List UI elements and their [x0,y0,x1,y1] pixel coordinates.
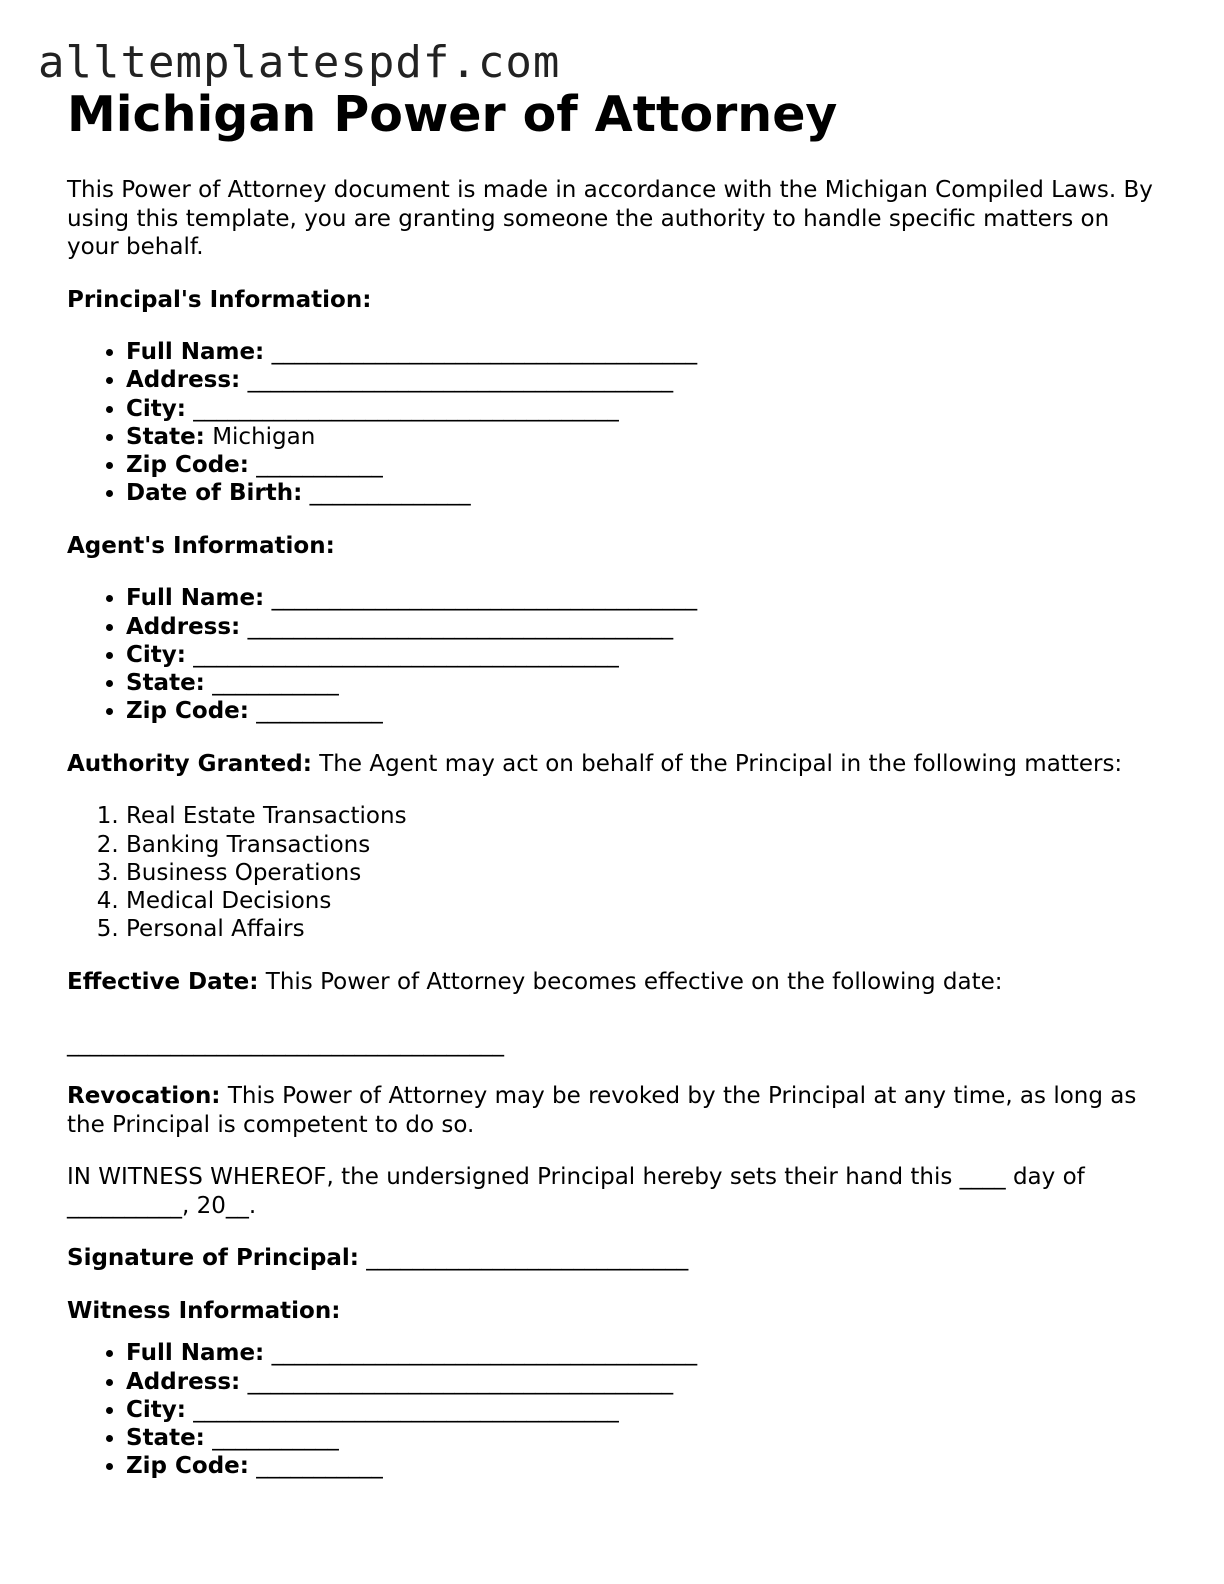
effective-date-blank[interactable]: ______________________________________ [67,1031,504,1058]
signature-blank[interactable]: ____________________________ [366,1245,689,1272]
authority-list [67,802,1167,943]
state-blank[interactable]: ___________ [212,1425,339,1452]
agent-city [126,641,1167,669]
field-label: Address: [126,1368,241,1395]
intro-paragraph: This Power of Attorney document is made in accordance with the Michigan Compiled Laws. By using this template, you are granting someone the authority to handle specific matters on your behalf. [67,177,1153,260]
agent-heading: Agent's Information: [67,532,335,559]
field-label: City: [126,641,186,668]
authority-item: 2. Banking Transactions [126,831,1167,859]
principal-city [126,395,1167,423]
city-blank[interactable]: _____________________________________ [193,641,619,668]
agent-full-name [126,584,1167,612]
authority-item: 3. Business Operations [126,859,1167,887]
address-blank[interactable]: _____________________________________ [247,1368,674,1395]
state-value: Michigan [212,423,316,450]
field-label: City: [126,395,186,422]
authority-item: 5. Personal Affairs [126,915,1167,943]
field-label: Full Name: [126,339,265,365]
full-name-blank[interactable]: _____________________________________ [271,585,698,612]
state-blank[interactable]: ___________ [212,670,339,697]
agent-zip [126,697,1167,725]
principal-zip [126,451,1167,479]
field-label: Zip Code: [126,452,249,479]
agent-state [126,669,1167,697]
field-label: Zip Code: [126,1453,249,1480]
principal-fields [67,338,1167,508]
principal-state [126,423,1167,451]
witness-address [126,1368,1167,1396]
signature-label: Signature of Principal: [67,1245,359,1272]
field-label: State: [126,670,205,697]
field-label: Zip Code: [126,698,249,725]
authority-item: 4. Medical Decisions [126,887,1167,915]
document-title: Michigan Power of Attorney [67,86,838,143]
field-label: Date of Birth: [126,480,303,507]
city-blank[interactable]: _____________________________________ [193,1396,619,1423]
principal-heading: Principal's Information: [67,286,372,313]
witness-fields [67,1339,1167,1480]
field-label: Full Name: [126,585,265,612]
effective-date-label: Effective Date: [67,968,259,995]
zip-blank[interactable]: ___________ [256,452,383,479]
zip-blank[interactable]: ___________ [256,698,383,725]
document-page [67,86,1167,1481]
witness-zip [126,1452,1167,1480]
city-blank[interactable]: _____________________________________ [193,395,619,422]
revocation-label: Revocation: [67,1083,221,1110]
field-label: State: [126,423,205,450]
effective-date-text: This Power of Attorney becomes effective on the following date: [265,968,1003,995]
authority-item: 1. Real Estate Transactions [126,802,1167,830]
effective-date-paragraph [67,968,1167,997]
agent-fields [67,584,1167,725]
signature-line [67,1244,1167,1273]
authority-label: Authority Granted: [67,750,312,777]
authority-text: The Agent may act on behalf of the Principal in the following matters: [319,750,1123,777]
field-label: Address: [126,367,241,394]
address-blank[interactable]: _____________________________________ [247,613,674,640]
principal-address [126,366,1167,394]
zip-blank[interactable]: ___________ [256,1453,383,1480]
revocation-paragraph [67,1082,1167,1139]
field-label: City: [126,1396,186,1423]
principal-full-name [126,338,1167,366]
full-name-blank[interactable]: _____________________________________ [271,1340,698,1367]
field-label: Full Name: [126,1340,265,1367]
agent-address [126,613,1167,641]
principal-dob [126,479,1167,507]
site-watermark: alltemplatespdf.com [38,37,561,88]
field-label: Address: [126,613,241,640]
witness-full-name [126,1339,1167,1367]
dob-blank[interactable]: ______________ [309,480,471,507]
field-label: State: [126,1425,205,1452]
witness-whereof-paragraph: IN WITNESS WHEREOF, the undersigned Principal hereby sets their hand this ____ day of __________, 20__. [67,1164,1085,1219]
witness-heading: Witness Information: [67,1297,341,1324]
revocation-text: This Power of Attorney may be revoked by the Principal at any time, as long as the Principal is competent to do so. [67,1083,1137,1138]
authority-paragraph [67,750,1167,779]
address-blank[interactable]: _____________________________________ [247,367,674,394]
witness-state [126,1424,1167,1452]
full-name-blank[interactable]: _____________________________________ [271,339,698,365]
witness-city [126,1396,1167,1424]
